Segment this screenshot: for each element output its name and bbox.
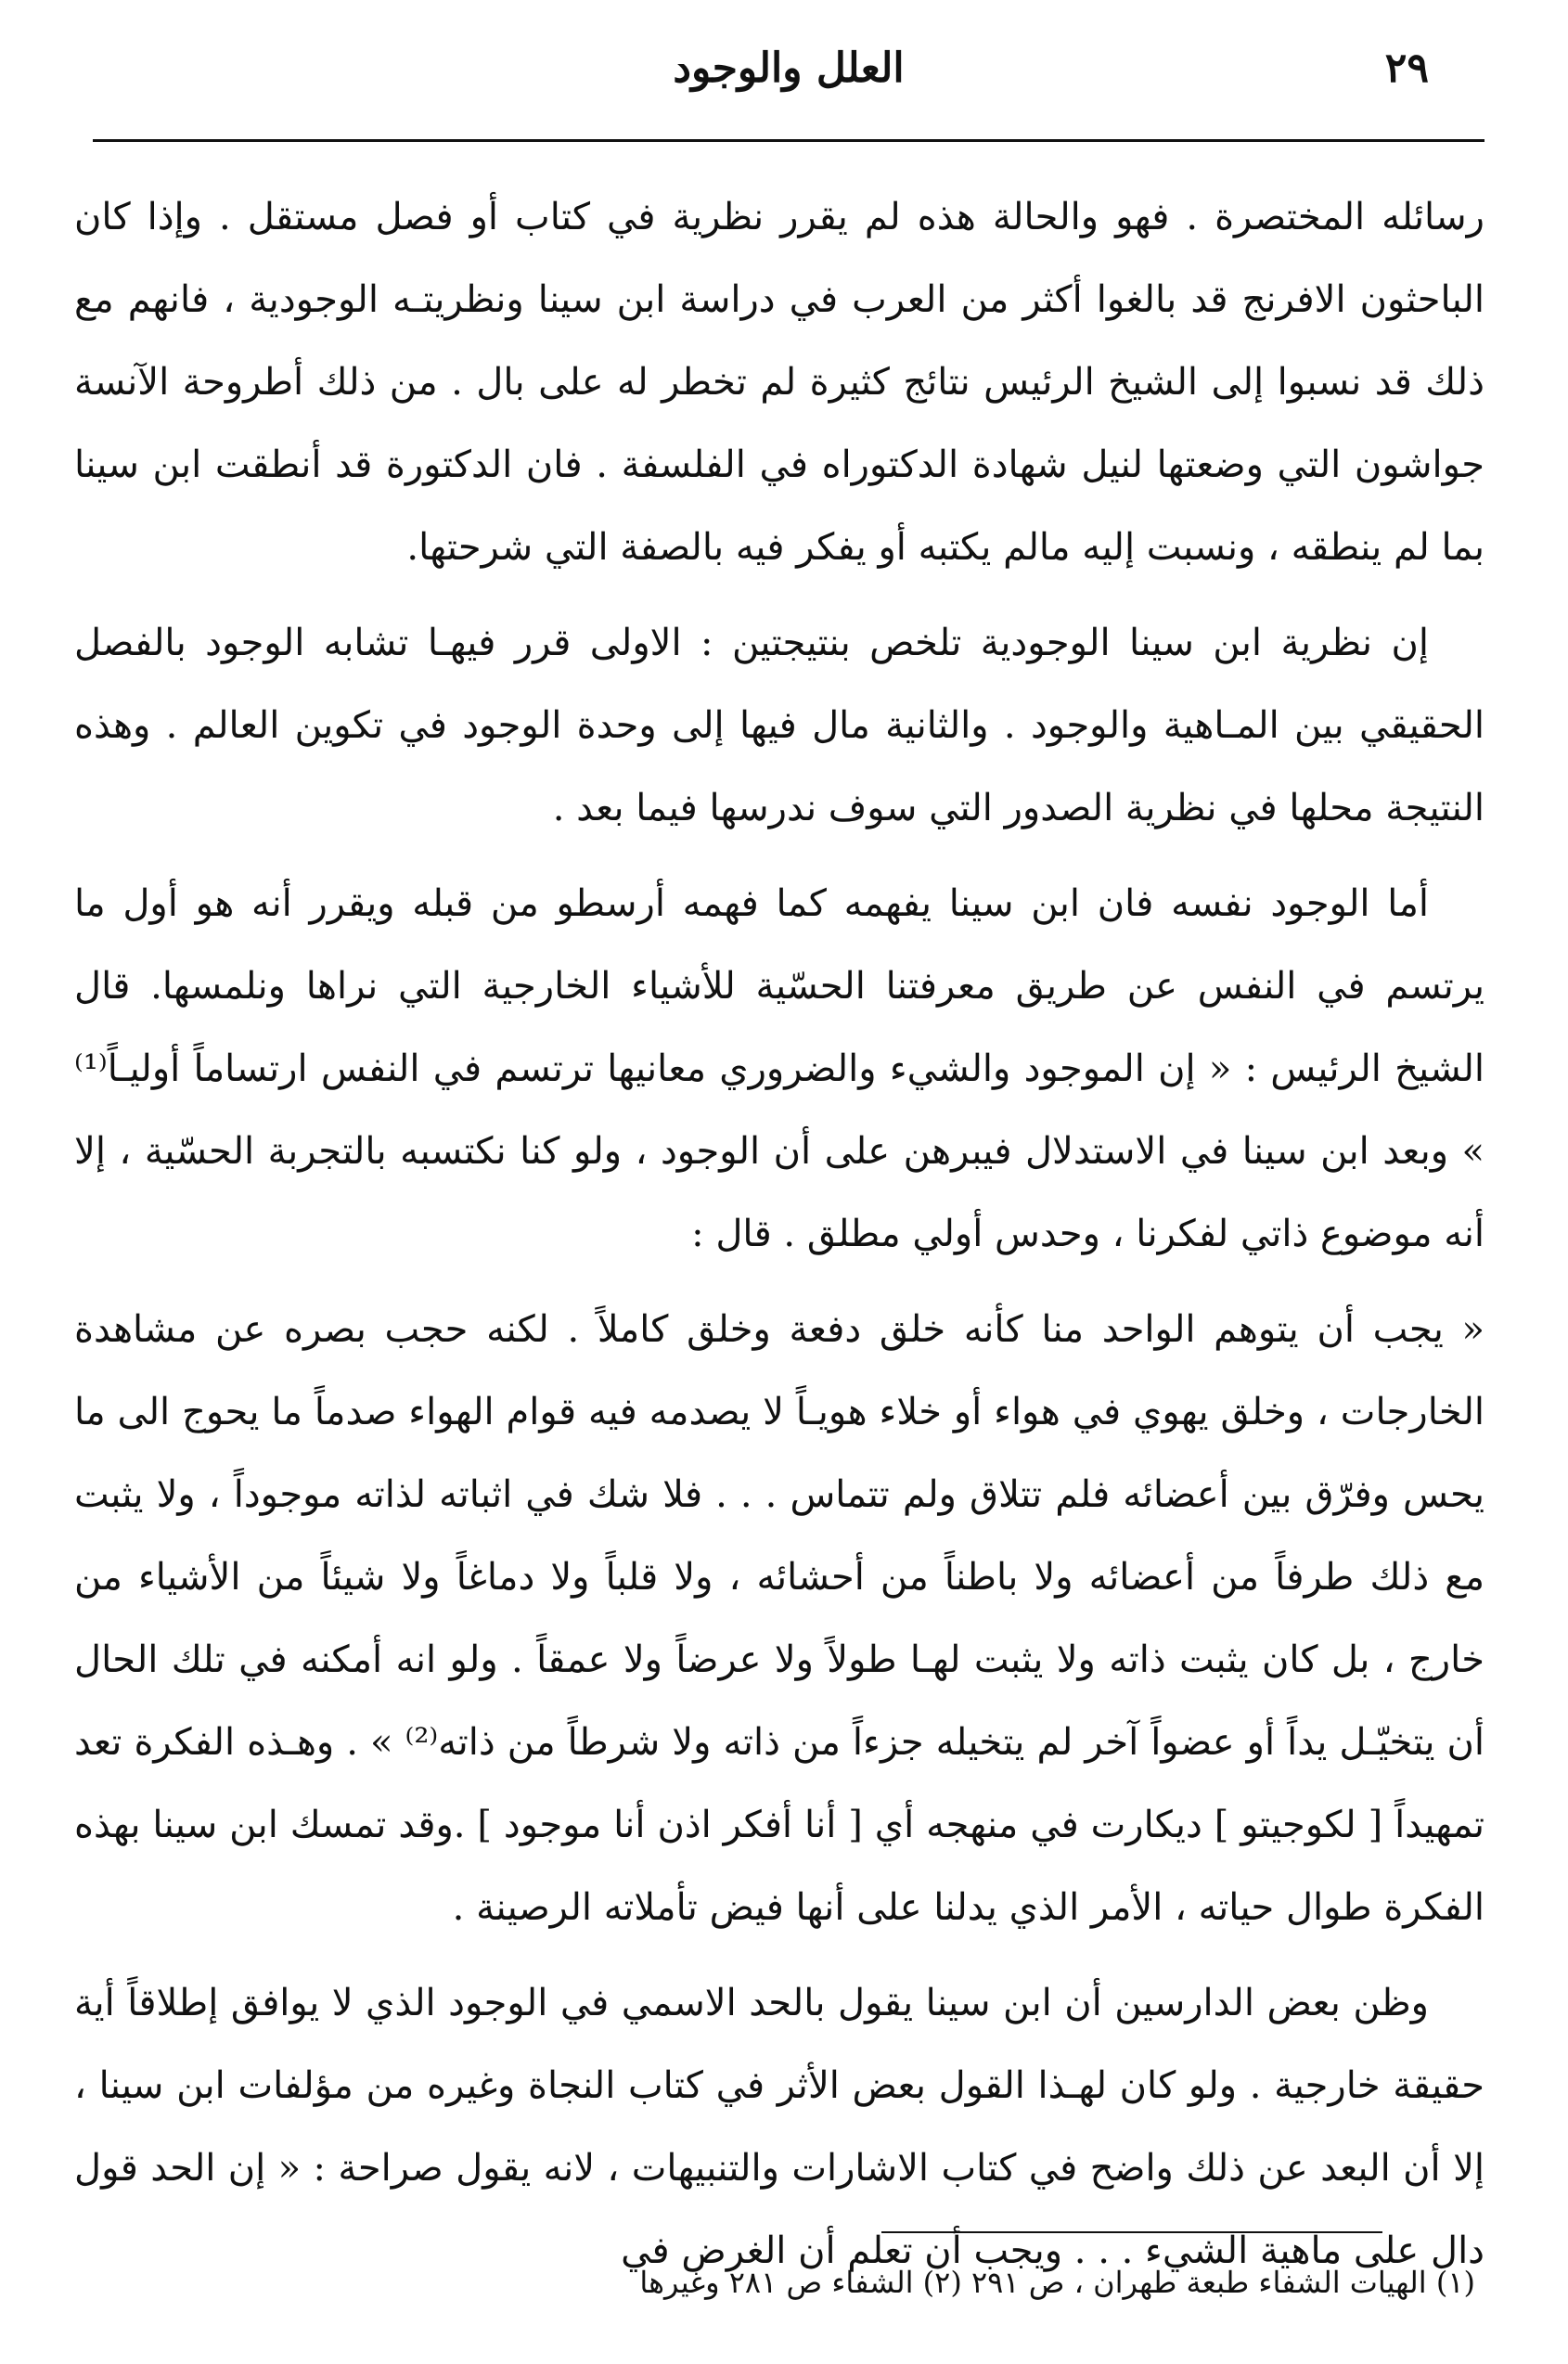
footnote: (١) الهيات الشفاء طبعة طهران ، ص ٢٩١ (٢) الشفاء ص ٢٨١ وغيرها <box>639 2265 1475 2300</box>
running-title: العلل والوجود <box>673 45 905 92</box>
page-number: ٢٩ <box>1384 45 1429 92</box>
footnote-divider <box>881 2231 1382 2233</box>
body-text <box>74 176 1484 2306</box>
header-divider <box>93 139 1484 142</box>
paragraph-1: رسائله المختصرة . فهو والحالة هذه لم يقرر نظرية في كتاب أو فصل مستقل . وإذا كان الباحثون الافرنج قد بالغوا أكثر من العرب في دراسة ابن سينا ونظريتـه الوجودية ، فانهم مع ذلك قد نسبوا إلى الشيخ الرئيس نتائج كثيرة لم تخطر له على بال . من ذلك أطروحة الآنسة جواشون التي وضعتها لنيل شهادة الدكتوراه في الفلسفة . فان الدكتورة قد أنطقت ابن سينا بما لم ينطقه ، ونسبت إليه مالم يكتبه أو يفكر فيه بالصفة التي شرحتها. <box>74 196 1484 569</box>
paragraph-4-quotation: « يجب أن يتوهم الواحد منا كأنه خلق دفعة وخلق كاملاً . لكنه حجب بصره عن مشاهدة الخارجات ، وخلق يهوي في هواء أو خلاء هويـاً لا يصدمه فيه قوام الهواء صدماً ما يحوج الى ما يحس وفرّق بين أعضائه فلم تتلاق ولم تتماس . . . فلا شك في اثباته لذاته موجوداً ، ولا يثبت مع ذلك طرفاً من أعضائه ولا باطناً من أحشائه ، ولا قلباً ولا دماغاً ولا شيئاً من الأشياء من خارج ، بل كان يثبت ذاته ولا يثبت لهـا طولاً ولا عرضاً ولا عمقاً . ولو انه أمكنه في تلك الحال أن يتخيّـل يداً أو عضواً آخر لم يتخيله جزءاً من ذاته ولا شرطاً من ذاته⁽²⁾ » . وهـذه الفكرة تعد تمهيداً [ لكوجيتو ] ديكارت في منهجه أي [ أنا أفكر اذن أنا موجود ] .وقد تمسك ابن سينا بهذه الفكرة طوال حياته ، الأمر الذي يدلنا على أنها فيض تأملاته الرصينة . <box>74 1308 1484 1929</box>
running-head <box>93 45 1484 119</box>
paragraph-5: وظن بعض الدارسين أن ابن سينا يقول بالحد الاسمي في الوجود الذي لا يوافق إطلاقاً أية حقيقة خارجية . ولو كان لهـذا القول بعض الأثر في كتاب النجاة وغيره من مؤلفات ابن سينا ، إلا أن البعد عن ذلك واضح في كتاب الاشارات والتنبيهات ، لانه يقول صراحة : « إن الحد قول دال على ماهية الشيء . . . ويجب أن تعلم أن الغرض في <box>74 1982 1484 2272</box>
paragraph-2: إن نظرية ابن سينا الوجودية تلخص بنتيجتين : الاولى قرر فيهـا تشابه الوجود بالفصل الحقيقي بين المـاهية والوجود . والثانية مال فيها إلى وحدة الوجود في تكوين العالم . وهذه النتيجة محلها في نظرية الصدور التي سوف ندرسها فيما بعد . <box>74 622 1484 829</box>
paragraph-3: أما الوجود نفسه فان ابن سينا يفهمه كما فهمه أرسطو من قبله ويقرر أنه هو أول ما يرتسم في النفس عن طريق معرفتنا الحسّية للأشياء الخارجية التي نراها ونلمسها. قال الشيخ الرئيس : « إن الموجود والشيء والضروري معانيها ترتسم في النفس ارتساماً أوليـاً⁽¹⁾ » وبعد ابن سينا في الاستدلال فيبرهن على أن الوجود ، ولو كنا نكتسبه بالتجربة الحسّية ، إلا أنه موضوع ذاتي لفكرنا ، وحدس أولي مطلق . قال : <box>74 882 1484 1255</box>
